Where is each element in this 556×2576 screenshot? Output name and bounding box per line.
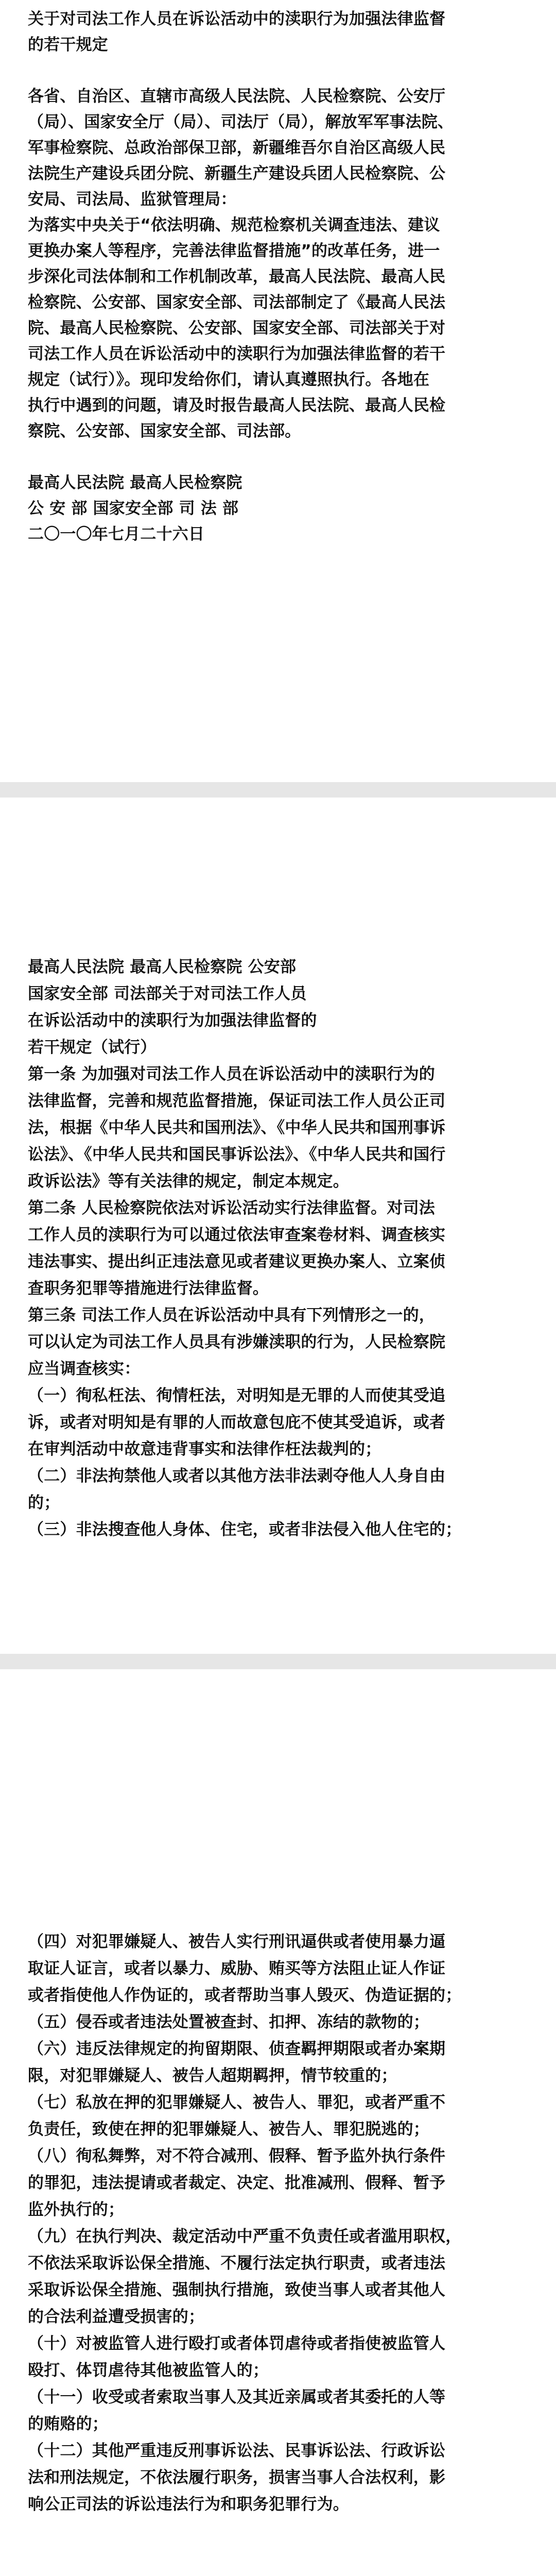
text-line: 第三条 司法工作人员在诉讼活动中具有下列情形之一的，: [28, 1306, 435, 1325]
signature-line: 最高人民法院 最高人民检察院: [28, 473, 242, 492]
text-line: 国家安全部 司法部关于对司法工作人员: [28, 985, 307, 1003]
text-line: 检察院、公安部、国家安全部、司法部制定了《最高人民法: [28, 293, 446, 312]
text-line: 应当调查核实：: [28, 1360, 141, 1378]
signature-line: 公 安 部 国家安全部 司 法 部: [28, 499, 239, 518]
text-line: 法律监督，完善和规范监督措施，保证司法工作人员公正司: [28, 1092, 446, 1110]
text-line: 第一条 为加强对司法工作人员在诉讼活动中的渎职行为的: [28, 1065, 435, 1083]
text-line: 第二条 人民检察院依法对诉讼活动实行法律监督。对司法: [28, 1199, 435, 1217]
text-line: （五）侵吞或者违法处置被查封、扣押、冻结的款物的；: [28, 2013, 429, 2031]
text-line: 司法工作人员在诉讼活动中的渎职行为加强法律监督的若干: [28, 345, 446, 363]
text-line: 负责任，致使在押的犯罪嫌疑人、被告人、罪犯脱逃的；: [28, 2120, 429, 2139]
text-line: 察院、公安部、国家安全部、司法部。: [28, 422, 301, 440]
text-line: 院、最高人民检察院、公安部、国家安全部、司法部关于对: [28, 319, 446, 337]
document-title-line-2: 的若干规定: [28, 36, 108, 54]
text-line: （九）在执行判决、裁定活动中严重不负责任或者滥用职权，: [28, 2227, 462, 2246]
text-line: 在审判活动中故意违背事实和法律作枉法裁判的；: [28, 1440, 381, 1459]
text-line: （二）非法拘禁他人或者以其他方法非法剥夺他人人身自由: [28, 1467, 446, 1485]
text-line: 步深化司法体制和工作机制改革，最高人民法院、最高人民: [28, 267, 446, 286]
text-line: 查职务犯罪等措施进行法律监督。: [28, 1279, 269, 1298]
text-line: （局）、国家安全厅（局）、司法厅（局），解放军军事法院、: [28, 113, 454, 131]
text-line: 政诉讼法》等有关法律的规定，制定本规定。: [28, 1172, 349, 1191]
text-line: 安局、司法局、监狱管理局：: [28, 190, 237, 209]
text-line: 军事检察院、总政治部保卫部，新疆维吾尔自治区高级人民: [28, 139, 446, 157]
text-line: （八）徇私舞弊，对不符合减刑、假释、暂予监外执行条件: [28, 2147, 446, 2165]
document-page-1: [0, 0, 556, 782]
text-line: （三）非法搜查他人身体、住宅，或者非法侵入他人住宅的；: [28, 1520, 462, 1539]
text-line: （十一）收受或者索取当事人及其近亲属或者其委托的人等: [28, 2388, 446, 2406]
text-line: （四）对犯罪嫌疑人、被告人实行刑讯逼供或者使用暴力逼: [28, 1933, 446, 1951]
text-line: 为落实中央关于“依法明确、规范检察机关调查违法、建议: [28, 216, 440, 234]
text-line: 更换办案人等程序，完善法律监督措施”的改革任务，进一: [28, 242, 440, 260]
text-line: 工作人员的渎职行为可以通过依法审查案卷材料、调查核实: [28, 1226, 446, 1244]
text-line: （十二）其他严重违反刑事诉讼法、民事诉讼法、行政诉讼: [28, 2442, 446, 2460]
text-line: 法和刑法规定，不依法履行职务，损害当事人合法权利，影: [28, 2468, 446, 2487]
text-line: 响公正司法的诉讼违法行为和职务犯罪行为。: [28, 2495, 349, 2514]
text-line: 各省、自治区、直辖市高级人民法院、人民检察院、公安厅: [28, 87, 446, 106]
text-line: 违法事实、提出纠正违法意见或者建议更换办案人、立案侦: [28, 1252, 446, 1271]
text-line: 监外执行的；: [28, 2200, 125, 2219]
text-line: 的贿赂的；: [28, 2415, 108, 2433]
text-line: 取证人证言，或者以暴力、威胁、贿买等方法阻止证人作证: [28, 1959, 446, 1978]
text-line: 限，对犯罪嫌疑人、被告人超期羁押，情节较重的；: [28, 2066, 397, 2085]
document-page-3: [0, 1669, 556, 2576]
text-line: 法，根据《中华人民共和国刑法》、《中华人民共和国刑事诉: [28, 1118, 446, 1137]
text-line: 执行中遇到的问题，请及时报告最高人民法院、最高人民检: [28, 396, 446, 415]
document-page-2: [0, 798, 556, 1654]
text-line: 规定（试行）》。现印发给你们，请认真遵照执行。各地在: [28, 370, 430, 389]
text-line: （一）徇私枉法、徇情枉法，对明知是无罪的人而使其受追: [28, 1386, 446, 1405]
text-line: 的合法利益遭受损害的；: [28, 2308, 205, 2326]
text-line: 的罪犯，违法提请或者裁定、决定、批准减刑、假释、暂予: [28, 2174, 446, 2192]
text-line: 不依法采取诉讼保全措施、不履行法定执行职责，或者违法: [28, 2254, 446, 2273]
text-line: （十）对被监管人进行殴打或者体罚虐待或者指使被监管人: [28, 2334, 446, 2353]
text-line: （七）私放在押的犯罪嫌疑人、被告人、罪犯，或者严重不: [28, 2093, 446, 2112]
text-line: 的；: [28, 1494, 60, 1512]
text-line: （六）违反法律规定的拘留期限、侦查羁押期限或者办案期: [28, 2040, 446, 2058]
page-separator: [0, 782, 556, 798]
text-line: 可以认定为司法工作人员具有涉嫌渎职的行为，人民检察院: [28, 1333, 446, 1351]
document-title: 关于对司法工作人员在诉讼活动中的渎职行为加强法律监督: [28, 10, 446, 28]
text-line: 讼法》、《中华人民共和国民事诉讼法》、《中华人民共和国行: [28, 1145, 446, 1164]
text-line: 殴打、体罚虐待其他被监管人的；: [28, 2361, 269, 2380]
text-line: 采取诉讼保全措施、强制执行措施，致使当事人或者其他人: [28, 2281, 446, 2299]
text-line: 最高人民法院 最高人民检察院 公安部: [28, 958, 297, 976]
text-line: 诉，或者对明知是有罪的人而故意包庇不使其受追诉，或者: [28, 1413, 446, 1432]
text-line: 法院生产建设兵团分院、新疆生产建设兵团人民检察院、公: [28, 164, 446, 183]
text-line: 或者指使他人作伪证的，或者帮助当事人毁灭、伪造证据的；: [28, 1986, 462, 2005]
text-line: 若干规定（试行）: [28, 1038, 157, 1057]
page-separator: [0, 1654, 556, 1669]
text-line: 在诉讼活动中的渎职行为加强法律监督的: [28, 1011, 317, 1030]
document-date: 二〇一〇年七月二十六日: [28, 525, 205, 544]
